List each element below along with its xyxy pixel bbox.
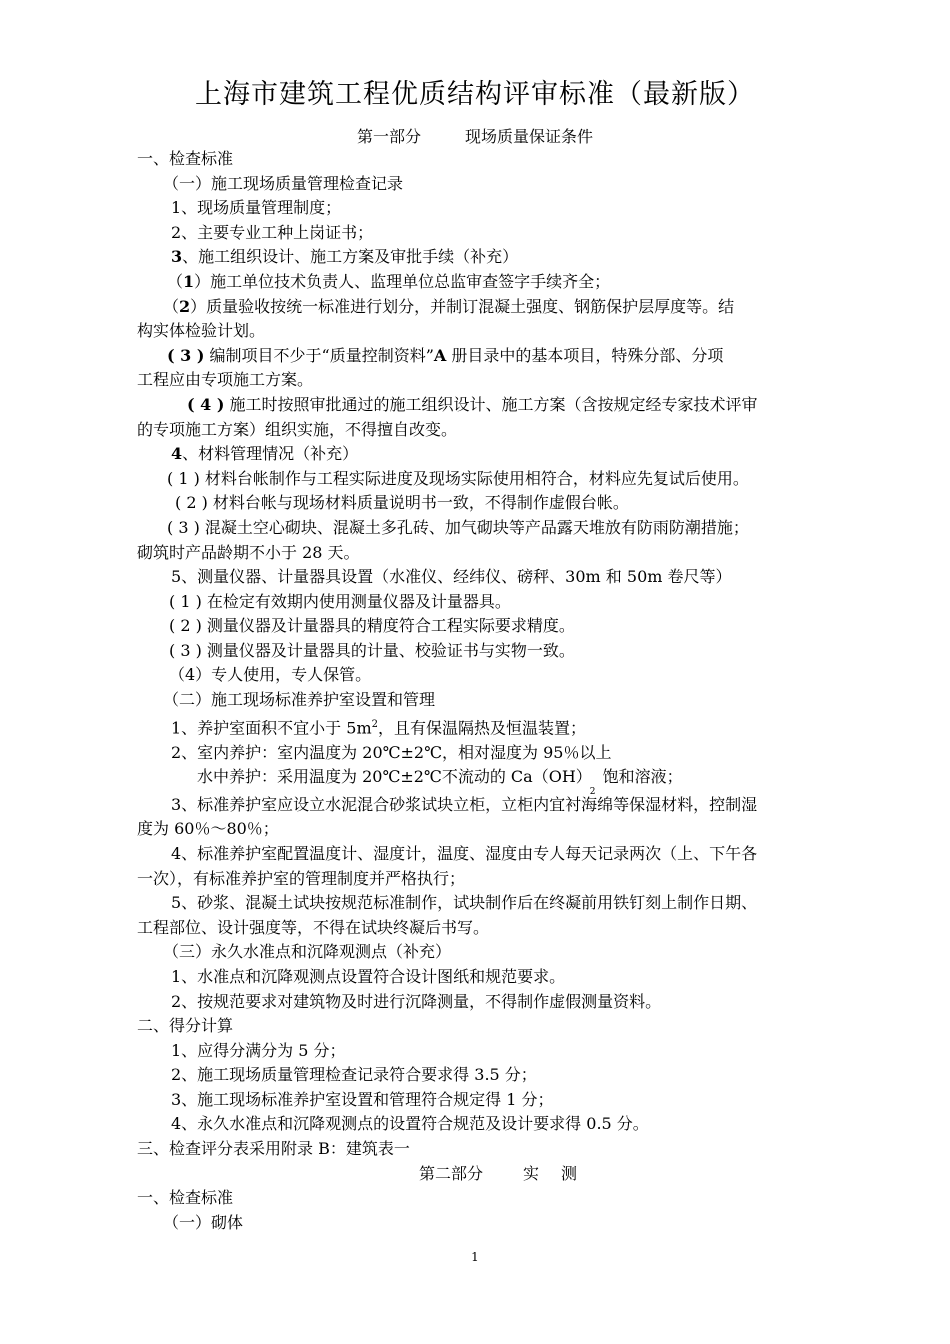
list-item: ( 1 ) 在检定有效期内使用测量仪器及计量器具。 bbox=[169, 591, 511, 611]
list-item: （4）专人使用，专人保管。 bbox=[169, 665, 372, 685]
list-item: 3、标准养护室应设立水泥混合砂浆试块立柜，立柜内宜衬海绵等保湿材料，控制湿 bbox=[171, 794, 758, 814]
subsection-heading-curing-room: （二）施工现场标准养护室设置和管理 bbox=[163, 690, 436, 710]
item-text: ）质量验收按统一标准进行划分，并制订混凝土强度、钢筋保护层厚度等。结 bbox=[190, 296, 735, 316]
item-text-bold: A bbox=[433, 345, 447, 365]
list-item: 5、砂浆、混凝土试块按规范标准制作，试块制作后在终凝前用铁钉刻上制作日期、 bbox=[171, 893, 758, 913]
list-item: 4、永久水准点和沉降观测点的设置符合规范及设计要求得 0.5 分。 bbox=[171, 1114, 649, 1134]
part-two-name-b: 测 bbox=[561, 1163, 578, 1183]
item-text: 饱和溶液； bbox=[597, 767, 683, 787]
page-number: 1 bbox=[471, 1250, 479, 1264]
list-item bbox=[137, 344, 862, 369]
document-body bbox=[137, 147, 862, 1235]
item-text: 册目录中的基本项目，特殊分部、分项 bbox=[446, 345, 724, 365]
subsection-heading-masonry: （一）砌体 bbox=[163, 1212, 244, 1232]
list-item: （1）施工单位技术负责人、监理单位总监审查签字手续齐全； bbox=[167, 271, 611, 291]
item-number: ( 3 ) bbox=[167, 345, 205, 365]
list-item: ( 2 ) 测量仪器及计量器具的精度符合工程实际要求精度。 bbox=[169, 616, 575, 636]
item-text: 1、养护室面积不宜小于 5m bbox=[171, 717, 372, 737]
section-heading-score-table: 三、检查评分表采用附录 B：建筑表一 bbox=[137, 1139, 410, 1159]
list-item-continuation: 砌筑时产品龄期不小于 28 天。 bbox=[137, 542, 360, 562]
item-text: 施工时按照审批通过的施工组织设计、施工方案（含按规定经专家技术评审 bbox=[224, 394, 758, 414]
section-heading-scoring: 二、得分计算 bbox=[137, 1016, 234, 1036]
superscript: 2 bbox=[371, 718, 378, 730]
list-item bbox=[137, 442, 862, 467]
item-number: ( 4 ) bbox=[187, 394, 225, 414]
list-item-continuation: 构实体检验计划。 bbox=[137, 321, 266, 341]
item-text: 水中养护：采用温度为 20℃±2℃不流动的 Ca（OH） bbox=[197, 767, 592, 787]
item-text: 、材料管理情况（补充） bbox=[182, 444, 359, 464]
list-item: ( 3 ) 测量仪器及计量器具的计量、校验证书与实物一致。 bbox=[169, 640, 575, 660]
item-number: 2 bbox=[179, 296, 191, 316]
part-two-name-a: 实 bbox=[522, 1163, 539, 1183]
subsection-heading-benchmark: （三）永久水准点和沉降观测点（补充） bbox=[163, 942, 452, 962]
list-item: 2、室内养护：室内温度为 20℃±2℃，相对湿度为 95％以上 bbox=[171, 742, 612, 762]
list-item: 2、按规范要求对建筑物及时进行沉降测量，不得制作虚假测量资料。 bbox=[171, 991, 662, 1011]
list-item: 3、施工现场标准养护室设置和管理符合规定得 1 分； bbox=[171, 1089, 554, 1109]
list-item-continuation: 工程应由专项施工方案。 bbox=[137, 370, 314, 390]
list-item: 5、测量仪器、计量器具设置（水准仪、经纬仪、磅秤、30m 和 50m 卷尺等） bbox=[171, 567, 732, 587]
list-item: 2、施工现场质量管理检查记录符合要求得 3.5 分； bbox=[171, 1065, 537, 1085]
section-heading-inspection-standard-2: 一、检查标准 bbox=[137, 1188, 234, 1208]
list-item: 1、水准点和沉降观测点设置符合设计图纸和规范要求。 bbox=[171, 966, 566, 986]
list-item-continuation: 的专项施工方案）组织实施，不得擅自改变。 bbox=[137, 419, 458, 439]
item-text: 编制项目不少于“质量控制资料” bbox=[204, 345, 434, 365]
part-one-label: 第一部分 bbox=[356, 127, 421, 146]
part-one-heading bbox=[0, 124, 950, 147]
list-item bbox=[137, 765, 862, 798]
list-item: 4、标准养护室配置温度计、湿度计，温度、湿度由专人每天记录两次（上、下午各 bbox=[171, 843, 758, 863]
list-item: ( 1 ) 材料台帐制作与工程实际进度及现场实际使用相符合，材料应先复试后使用。 bbox=[167, 468, 749, 488]
section-heading-inspection-standard: 一、检查标准 bbox=[137, 149, 234, 168]
list-item bbox=[137, 713, 862, 741]
item-text: ）施工单位技术负责人、监理单位总监审查签字手续齐全； bbox=[194, 271, 611, 291]
list-item bbox=[137, 393, 862, 418]
subsection-heading-site-quality: （一）施工现场质量管理检查记录 bbox=[163, 173, 404, 193]
document-title: 上海市建筑工程优质结构评审标准（最新版） bbox=[195, 79, 755, 110]
item-number: 4 bbox=[171, 444, 183, 464]
item-number: 3 bbox=[171, 247, 183, 267]
list-item: （2）质量验收按统一标准进行划分，并制订混凝土强度、钢筋保护层厚度等。结 bbox=[163, 296, 735, 316]
list-item: ( 2 ) 材料台帐与现场材料质量说明书一致，不得制作虚假台帐。 bbox=[175, 493, 629, 513]
list-item: ( 3 ) 混凝土空心砌块、混凝土多孔砖、加气砌块等产品露天堆放有防雨防潮措施； bbox=[167, 517, 749, 537]
part-two-heading bbox=[137, 1162, 862, 1187]
list-item: 1、应得分满分为 5 分； bbox=[171, 1040, 346, 1060]
part-two-label: 第二部分 bbox=[418, 1163, 483, 1183]
list-item: 1、现场质量管理制度； bbox=[171, 198, 342, 218]
item-text: 、施工组织设计、施工方案及审批手续（补充） bbox=[182, 247, 519, 267]
subscript: 2 bbox=[589, 787, 596, 798]
list-item bbox=[137, 245, 862, 270]
item-number: 1 bbox=[183, 271, 195, 291]
list-item-continuation: 一次），有标准养护室的管理制度并严格执行； bbox=[137, 868, 466, 888]
item-text: ，且有保温隔热及恒温装置； bbox=[378, 717, 587, 737]
part-one-name: 现场质量保证条件 bbox=[465, 127, 594, 146]
list-item-continuation: 工程部位、设计强度等，不得在试块终凝后书写。 bbox=[137, 917, 490, 937]
list-item-continuation: 度为 60％～80％； bbox=[137, 819, 279, 839]
list-item: 2、主要专业工种上岗证书； bbox=[171, 222, 374, 242]
